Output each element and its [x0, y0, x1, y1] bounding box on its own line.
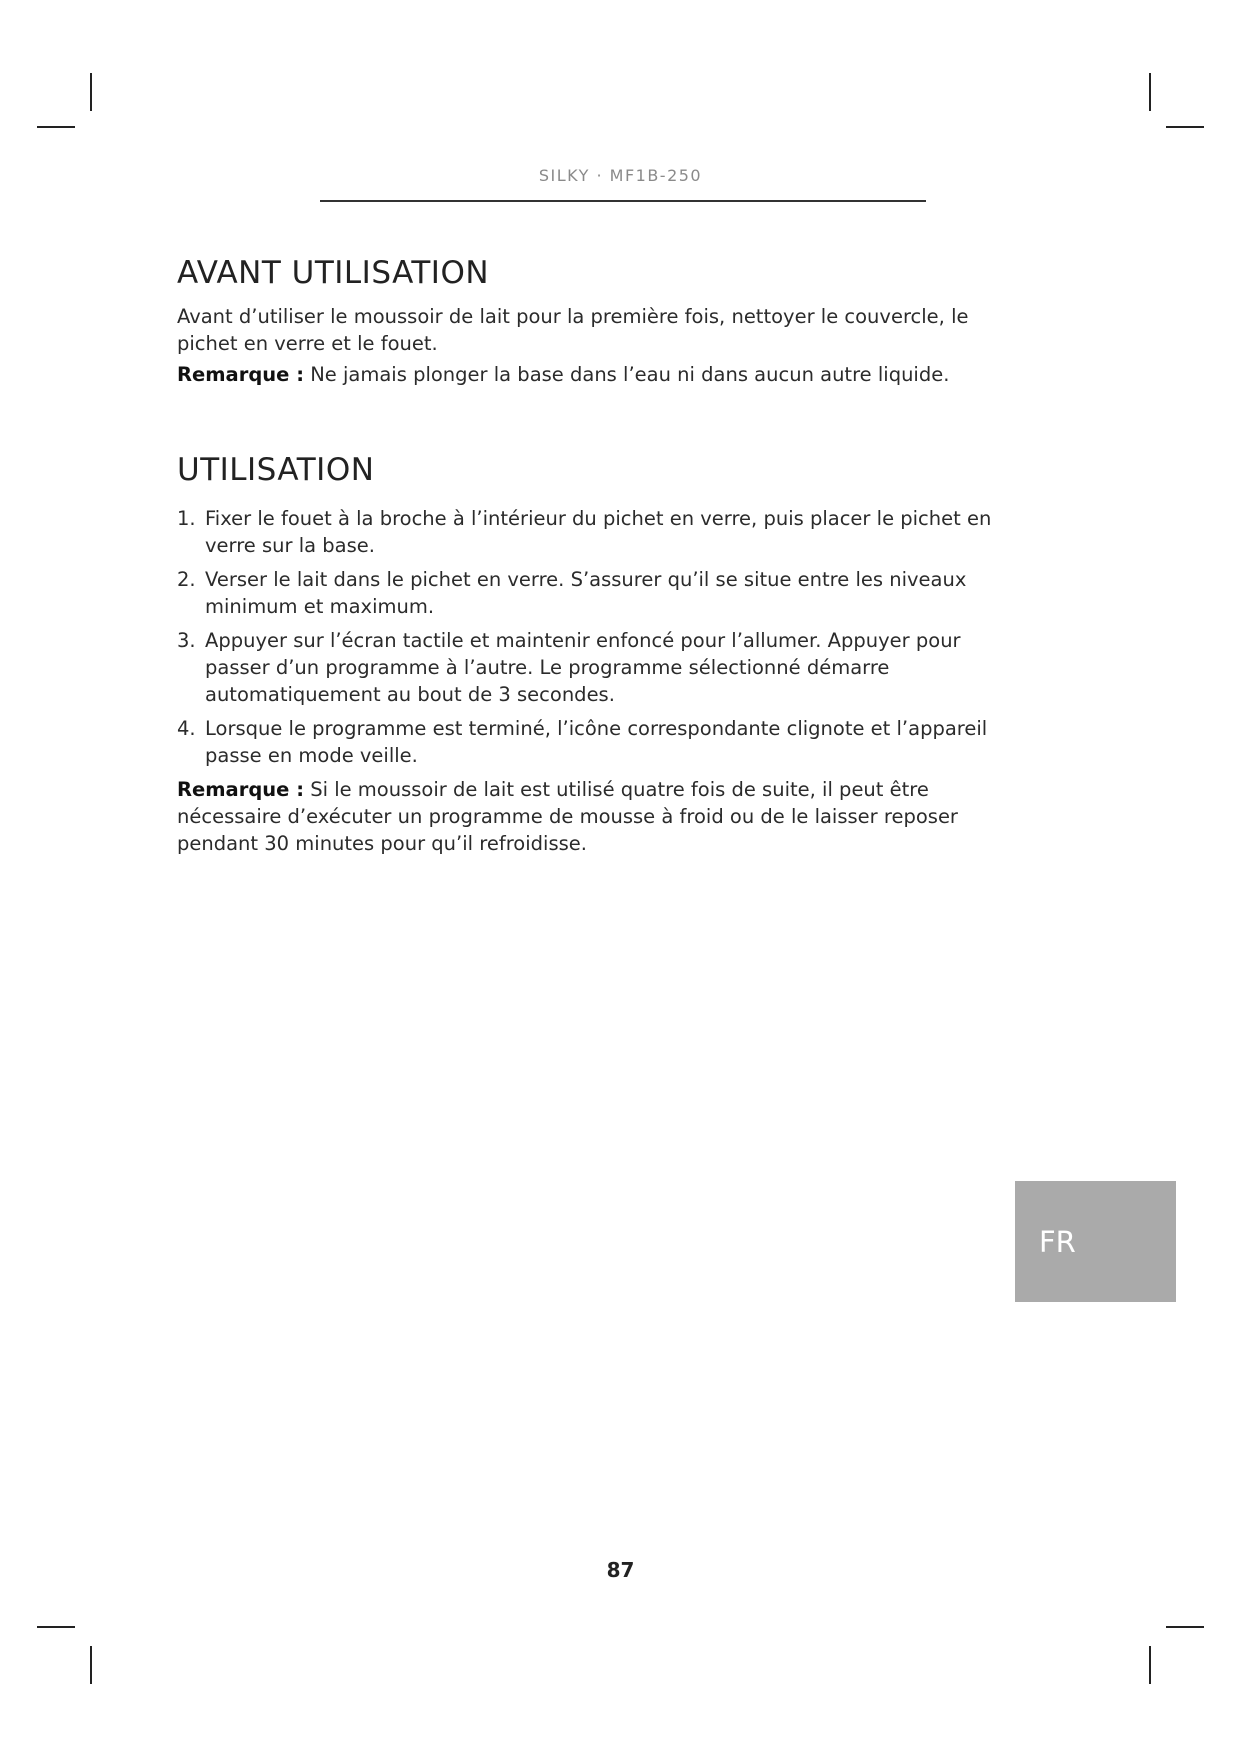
- note-text: Ne jamais plonger la base dans l’eau ni dans aucun autre liquide.: [304, 363, 950, 386]
- list-item: [177, 566, 997, 620]
- step-text: Appuyer sur l’écran tactile et maintenir enfoncé pour l’allumer. Appuyer pour passer d’un programme à l’autre. Le programme sélectionné démarre automatiquement au bout de 3 secondes.: [205, 629, 961, 706]
- usage-steps-list: [177, 505, 997, 769]
- section-usage: [177, 452, 997, 857]
- step-number: 1.: [177, 507, 196, 530]
- list-item: [177, 505, 997, 559]
- language-tab: [1015, 1181, 1176, 1302]
- language-tab-label: FR: [1039, 1225, 1076, 1259]
- page-number: 87: [606, 1558, 635, 1582]
- before-use-text: Avant d’utiliser le moussoir de lait pour la première fois, nettoyer le couvercle, le pichet en verre et le fouet.: [177, 305, 969, 355]
- step-number: 2.: [177, 568, 196, 591]
- step-text: Verser le lait dans le pichet en verre. S’assurer qu’il se situe entre les niveaux minimum et maximum.: [205, 568, 967, 618]
- list-item: [177, 715, 997, 769]
- step-number: 3.: [177, 629, 196, 652]
- step-number: 4.: [177, 717, 196, 740]
- crop-mark-top-right-horizontal: [1166, 126, 1204, 128]
- crop-mark-bottom-left-horizontal: [37, 1626, 75, 1628]
- crop-mark-bottom-right-vertical: [1149, 1646, 1151, 1684]
- note-text: Si le moussoir de lait est utilisé quatre fois de suite, il peut être nécessaire d’exécuter un programme de mousse à froid ou de le laisser reposer pendant 30 minutes pour qu’il refroidisse.: [177, 778, 958, 855]
- step-text: Lorsque le programme est terminé, l’icône correspondante clignote et l’appareil passe en mode veille.: [205, 717, 988, 767]
- before-use-note: [177, 361, 997, 388]
- step-text: Fixer le fouet à la broche à l’intérieur du pichet en verre, puis placer le pichet en verre sur la base.: [205, 507, 992, 557]
- section-before-use: [177, 255, 997, 388]
- crop-mark-bottom-left-vertical: [90, 1646, 92, 1684]
- crop-mark-top-right-vertical: [1149, 73, 1151, 111]
- crop-mark-top-left-vertical: [90, 73, 92, 111]
- crop-mark-top-left-horizontal: [37, 126, 75, 128]
- note-label: Remarque :: [177, 363, 304, 386]
- section-title-usage: UTILISATION: [177, 452, 375, 488]
- crop-mark-bottom-right-horizontal: [1166, 1626, 1204, 1628]
- section-title-before-use: AVANT UTILISATION: [177, 255, 490, 291]
- note-label: Remarque :: [177, 778, 304, 801]
- running-header: SILKY · MF1B-250: [538, 166, 703, 185]
- list-item: [177, 627, 997, 708]
- header-rule: [320, 200, 926, 202]
- usage-note: [177, 776, 997, 857]
